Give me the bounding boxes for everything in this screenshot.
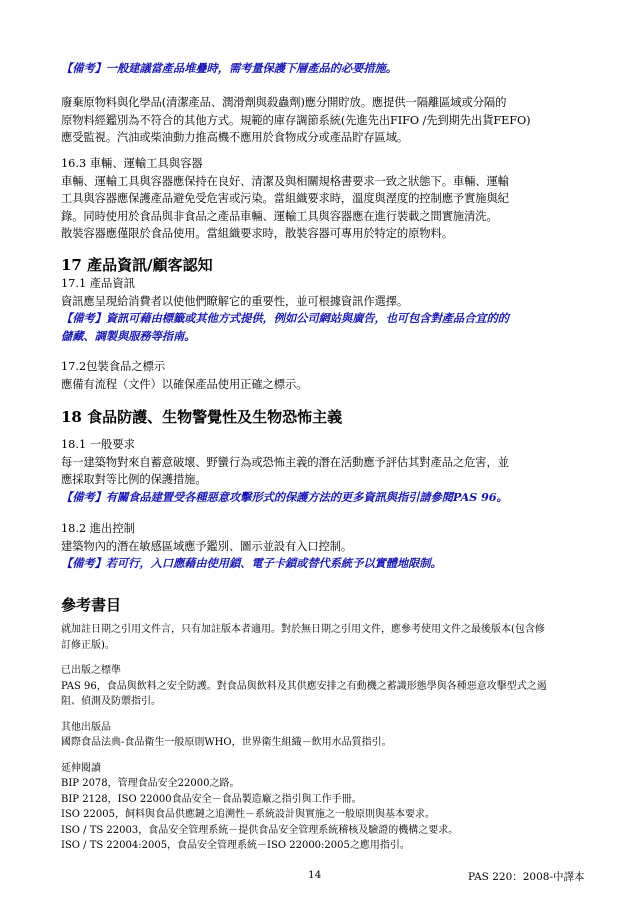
published-standard-line: 阻、偵測及防禦指引。 xyxy=(61,696,161,707)
further-reading-item: BIP 2078，管理食品安全22000之路。 xyxy=(61,778,240,789)
paragraph-line: 廢棄原物料與化學品(清潔產品、潤滑劑與殺蟲劑)應分開貯放。應提供一隔離區域或分隔的 xyxy=(61,96,507,109)
paragraph-line: 應備有流程（文件）以確保產品使用正確之標示。 xyxy=(61,377,308,391)
section-17-1-heading: 17.1 產品資訊 xyxy=(61,277,135,290)
published-standards-title: 已出版之標準 xyxy=(61,665,121,676)
paragraph-storage xyxy=(61,94,592,147)
other-publications-title: 其他出版品 xyxy=(61,721,111,733)
references-intro-line: 訂修正版)。 xyxy=(61,639,115,651)
note-line: 【備考】有關食品建置受各種惡意攻擊形式的保護方法的更多資訊與指引請參閱PAS 96。 xyxy=(61,489,508,504)
other-publication-line: 國際食品法典-食品衛生一般原則WHO，世界衛生組織－飲用水品質指引。 xyxy=(61,737,392,748)
section-17 xyxy=(61,255,592,345)
further-reading-item: ISO 22005，飼料與食品供應鏈之追溯性－系統設計與實施之一般原則與基本要求。 xyxy=(61,809,435,820)
document-reference: PAS 220：2008-中譯本 xyxy=(468,871,585,883)
references-intro-line: 就加註日期之引用文件言，只有加註版本者適用。對於無日期之引用文件，應參考使用文件之最後版本(包含修 xyxy=(61,624,545,635)
paragraph-line: 錄。同時使用於食品與非食品之產品車輛、運輸工具與容器應在進行裝載之間實施清洗。 xyxy=(61,209,498,223)
section-17-heading: 17 產品資訊/顧客認知 xyxy=(61,256,213,274)
section-18-2-heading: 18.2 進出控制 xyxy=(61,522,135,535)
further-reading-item: ISO / TS 22004:2005，食品安全管理系統－ISO 22000:2005之應用指引。 xyxy=(61,840,410,851)
note-stacking: 【備考】一般建議當產品堆疊時，需考量保護下層產品的必要措施。 xyxy=(61,61,397,75)
further-reading-title: 延伸閱讀 xyxy=(61,762,101,774)
paragraph-line: 每一建築物對來自蓄意破壞、野蠻行為或恐怖主義的潛在活動應予評估其對產品之危害，並 xyxy=(61,455,509,469)
paragraph-line: 散裝容器應僅限於食品使用。當組織要求時，散裝容器可專用於特定的原物料。 xyxy=(61,227,453,240)
note-line: 儲藏、調製與服務等指南。 xyxy=(61,328,196,343)
section-18-heading: 18 食品防護、生物警覺性及生物恐怖主義 xyxy=(61,408,343,426)
section-16-3 xyxy=(61,155,592,243)
references xyxy=(61,595,592,854)
paragraph-line: 車輛、運輸工具與容器應保持在良好、清潔及與相關規格書要求一致之狀態下。車輛、運輸 xyxy=(61,174,509,188)
further-reading-item: ISO / TS 22003，食品安全管理系統－提供食品安全管理系統稽核及驗證的機構之要求。 xyxy=(61,824,459,836)
paragraph-line: 資訊應呈現給消費者以使他們瞭解它的重要性，並可根據資訊作選擇。 xyxy=(61,294,409,308)
paragraph-line: 建築物內的潛在敏感區域應予鑑別、圖示並設有入口控制。 xyxy=(61,539,353,553)
published-standard-line: PAS 96，食品與飲料之安全防護。對食品與飲料及其供應安排之有動機之蓄識形態學與各種惡意攻擊型式之遏 xyxy=(61,680,547,692)
note-line: 【備考】資訊可藉由標籤或其他方式提供，例如公司網站與廣告，也可包含對產品合宜的的 xyxy=(61,311,509,325)
section-17-2 xyxy=(61,358,592,393)
section-18-1-heading: 18.1 一般要求 xyxy=(61,438,135,451)
paragraph-line: 應採取對等比例的保護措施。 xyxy=(61,473,207,486)
paragraph-line: 工具與容器應保護產品避免受危害或污染。當組織要求時，溫度與溼度的控制應予實施與紀 xyxy=(61,192,509,205)
section-18 xyxy=(61,407,592,573)
section-17-2-heading: 17.2包裝食品之標示 xyxy=(61,360,166,373)
note-line: 【備考】若可行，入口應藉由使用鎖、電子卡鎖或替代系統予以實體地限制。 xyxy=(61,556,442,570)
paragraph-line: 應受監視。汽油或柴油動力推高機不應用於食物成分或產品貯存區域。 xyxy=(61,131,409,144)
page-number: 14 xyxy=(308,869,322,881)
further-reading-item: BIP 2128，ISO 22000食品安全－食品製造廠之指引與工作手冊。 xyxy=(61,793,362,805)
section-16-3-heading: 16.3 車輛、運輸工具與容器 xyxy=(61,157,203,170)
paragraph-line: 原物料經鑑別為不符合的其他方式。規範的庫存調節系統(先進先出FIFO /先到期先出貨FEFO) xyxy=(61,113,531,127)
references-heading: 參考書目 xyxy=(61,596,122,614)
